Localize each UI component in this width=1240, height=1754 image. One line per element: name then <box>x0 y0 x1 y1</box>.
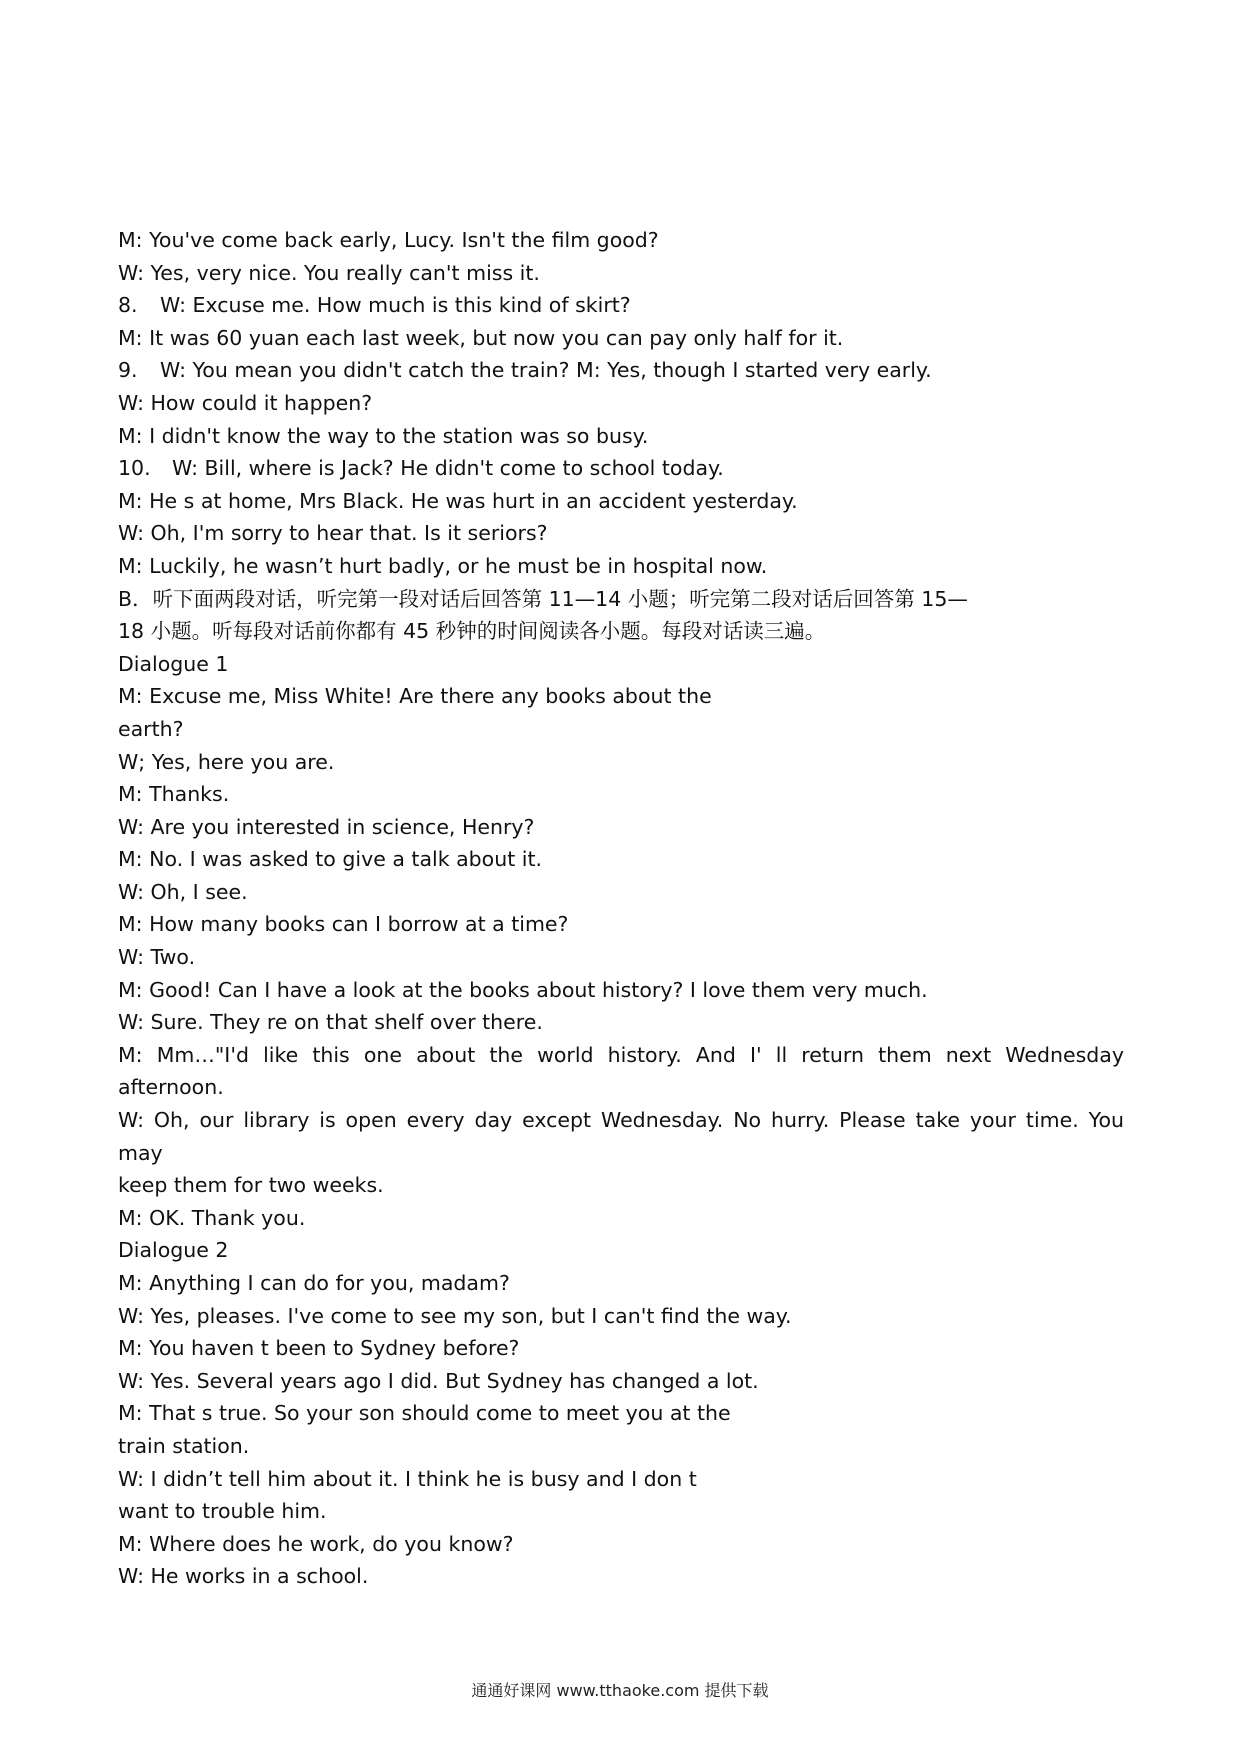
text-line: W: Oh, I see. <box>118 879 248 904</box>
text-line: W: I didn’t tell him about it. I think he is busy and I don t <box>118 1466 697 1491</box>
page-footer: 通通好课网 www.tthaoke.com 提供下载 <box>471 1681 769 1700</box>
text-line: M: Mm…"I'd like this one about the world history. And I' ll return them next Wednesday <box>118 1042 1124 1067</box>
text-line: W: Oh, I'm sorry to hear that. Is it seriors? <box>118 521 548 546</box>
text-line: W: Yes. Several years ago I did. But Sydney has changed a lot. <box>118 1368 759 1393</box>
page-content <box>118 224 1124 1593</box>
text-line: W: He works in a school. <box>118 1564 369 1589</box>
dialogue-heading: Dialogue 1 <box>118 651 229 676</box>
text-line: M: Thanks. <box>118 782 230 807</box>
text-line: M: That s true. So your son should come to meet you at the <box>118 1401 731 1426</box>
text-line: earth? <box>118 716 184 741</box>
text-line: M: Good! Can I have a look at the books about history? I love them very much. <box>118 977 928 1002</box>
text-line: M: Where does he work, do you know? <box>118 1531 514 1556</box>
text-line: M: How many books can I borrow at a time? <box>118 912 569 937</box>
section-b-instruction: 18 小题。听每段对话前你都有 45 秒钟的时间阅读各小题。每段对话读三遍。 <box>118 619 826 644</box>
text-line: train station. <box>118 1433 250 1458</box>
text-line: M: You haven t been to Sydney before? <box>118 1336 520 1361</box>
text-line: W: How could it happen? <box>118 390 373 415</box>
dialogue-heading: Dialogue 2 <box>118 1238 229 1263</box>
text-line: W: Yes, very nice. You really can't miss it. <box>118 260 540 285</box>
text-line: want to trouble him. <box>118 1499 327 1524</box>
question-9 <box>118 354 1124 387</box>
text-line: M: You've come back early, Lucy. Isn't the film good? <box>118 228 659 252</box>
text-line: M: Excuse me, Miss White! Are there any books about the <box>118 684 712 709</box>
text-line: W: Bill, where is Jack? He didn't come to school today. <box>172 456 724 481</box>
question-number: 9. <box>118 358 138 383</box>
text-line: M: I didn't know the way to the station was so busy. <box>118 423 649 448</box>
text-line: W: Two. <box>118 945 196 970</box>
text-line: keep them for two weeks. <box>118 1173 384 1198</box>
text-line: M: Luckily, he wasn’t hurt badly, or he must be in hospital now. <box>118 553 768 578</box>
text-line: W: Oh, our library is open every day except Wednesday. No hurry. Please take your time. You may <box>118 1108 1124 1165</box>
text-line: W: Excuse me. How much is this kind of skirt? <box>160 293 631 318</box>
text-line: M: It was 60 yuan each last week, but now you can pay only half for it. <box>118 325 844 350</box>
text-line: M: He s at home, Mrs Black. He was hurt in an accident yesterday. <box>118 488 798 513</box>
question-number: 8. <box>118 293 138 318</box>
text-line: W; Yes, here you are. <box>118 749 335 774</box>
question-number: 10. <box>118 456 151 481</box>
question-8 <box>118 289 1124 322</box>
text-line: M: No. I was asked to give a talk about it. <box>118 847 543 872</box>
section-b-instruction: B．听下面两段对话，听完第一段对话后回答第 11—14 小题；听完第二段对话后回答第 15— <box>118 586 968 611</box>
text-line: W: Yes, pleases. I've come to see my son, but I can't find the way. <box>118 1303 792 1328</box>
text-line: afternoon. <box>118 1075 224 1100</box>
text-line: M: OK. Thank you. <box>118 1205 306 1230</box>
text-line: M: Anything I can do for you, madam? <box>118 1271 510 1295</box>
text-line: W: Are you interested in science, Henry? <box>118 814 535 839</box>
text-line: W: You mean you didn't catch the train? M: Yes, though I started very early. <box>160 358 932 383</box>
text-line: W: Sure. They re on that shelf over there. <box>118 1010 543 1035</box>
question-10 <box>118 452 1124 485</box>
